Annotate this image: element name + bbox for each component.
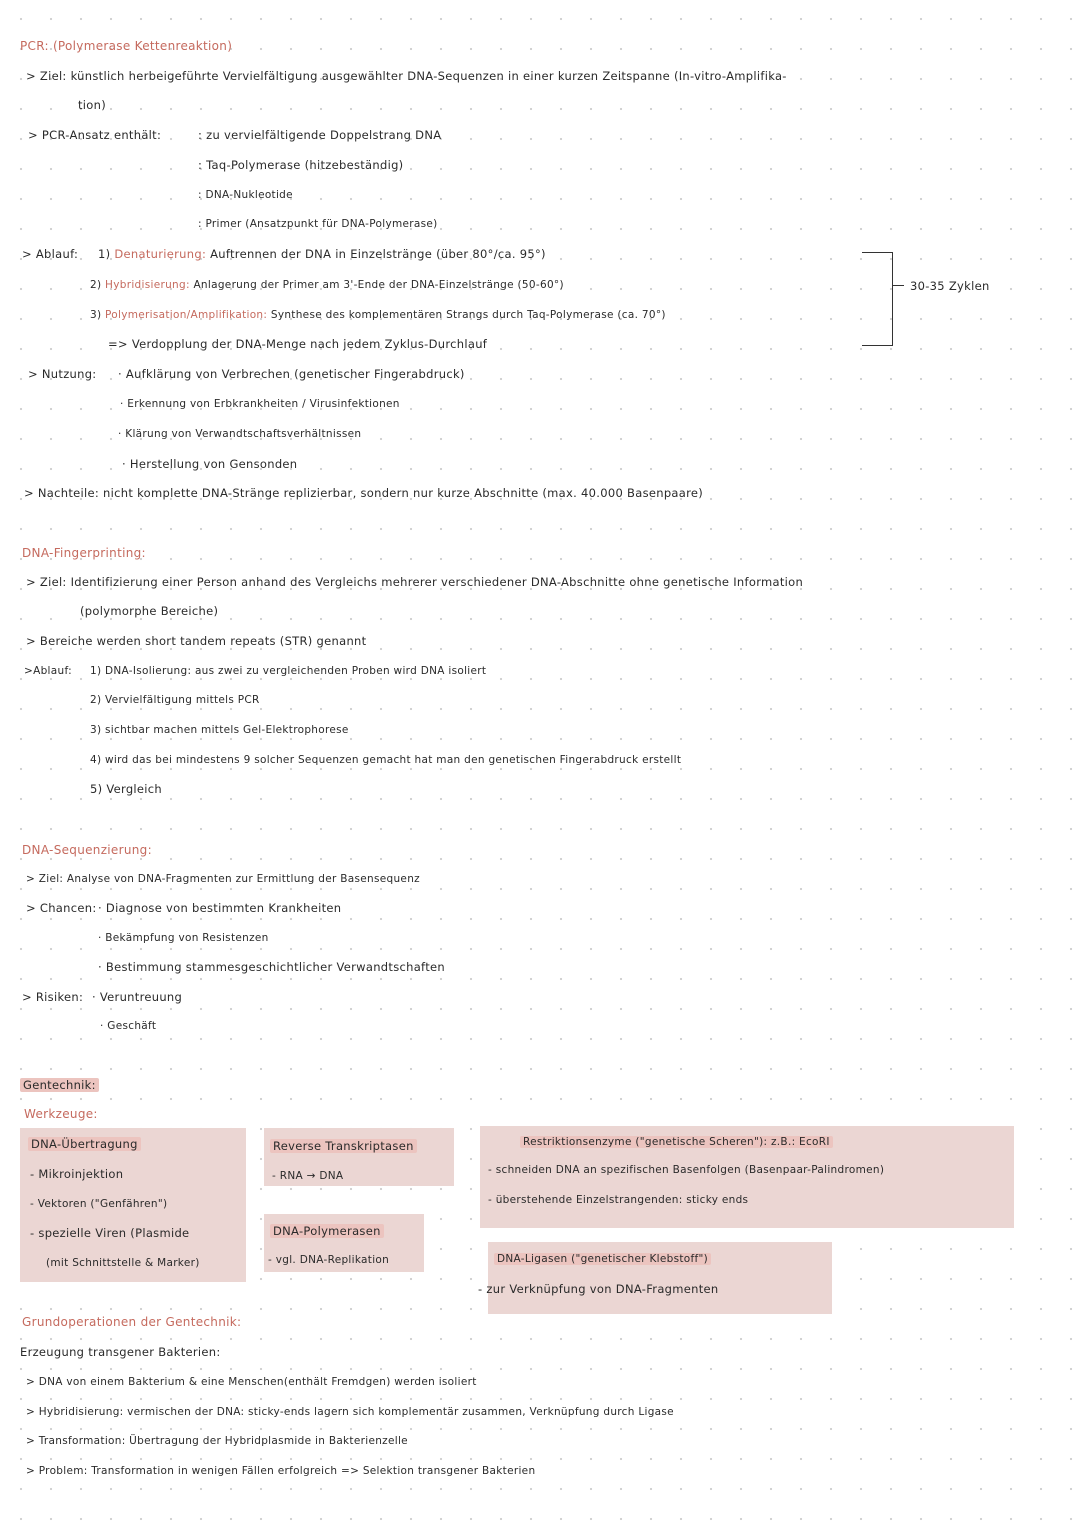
reverse-transkriptasen-item: - RNA → DNA bbox=[272, 1170, 344, 1182]
dna-uebertragung-item: (mit Schnittstelle & Marker) bbox=[46, 1257, 200, 1269]
sequenzierung-chancen-item: · Bekämpfung von Resistenzen bbox=[98, 932, 269, 944]
step-text: Synthese des komplementären Strangs durch Taq-Polymerase (ca. 70°) bbox=[270, 309, 666, 321]
cycle-bracket bbox=[862, 252, 893, 346]
gentechnik-step: > Transformation: Übertragung der Hybridplasmide in Bakterienzelle bbox=[26, 1435, 408, 1447]
step-text: Auftrennen der DNA in Einzelstränge (über 80°/ca. 95°) bbox=[210, 247, 546, 261]
fingerprinting-step: 3) sichtbar machen mittels Gel-Elektrophorese bbox=[90, 724, 349, 736]
pcr-nutzung-item: · Aufklärung von Verbrechen (genetischer Fingerabdruck) bbox=[118, 367, 465, 381]
dna-ligasen-item: - zur Verknüpfung von DNA-Fragmenten bbox=[478, 1282, 719, 1296]
pcr-step-1 bbox=[98, 246, 546, 262]
dna-polymerasen-title: DNA-Polymerasen bbox=[270, 1223, 384, 1239]
sequenzierung-risiken-item: · Geschäft bbox=[100, 1020, 157, 1032]
fingerprinting-bereiche: > Bereiche werden short tandem repeats (STR) genannt bbox=[26, 634, 367, 648]
restriktionsenzyme-item: - schneiden DNA an spezifischen Basenfolgen (Basenpaar-Palindromen) bbox=[488, 1164, 885, 1176]
fingerprinting-step: 2) Vervielfältigung mittels PCR bbox=[90, 694, 260, 706]
pcr-nachteile: > Nachteile: nicht komplette DNA-Stränge replizierbar, sondern nur kurze Abschnitte (max. 40.000 Basenpaare) bbox=[24, 486, 704, 500]
fingerprinting-ziel-line-2: (polymorphe Bereiche) bbox=[80, 604, 219, 618]
step-number: 2) bbox=[90, 279, 102, 291]
pcr-nutzung-item: · Herstellung von Gensonden bbox=[122, 457, 298, 471]
pcr-step-2 bbox=[90, 277, 564, 293]
pcr-step-3 bbox=[90, 307, 666, 323]
pcr-ansatz-item: : Primer (Ansatzpunkt für DNA-Polymerase) bbox=[198, 218, 438, 230]
pcr-ansatz-item: : Taq-Polymerase (hitzebeständig) bbox=[198, 158, 404, 172]
pcr-nutzung-item: · Klärung von Verwandtschaftsverhältnissen bbox=[118, 428, 362, 440]
dna-ligasen-title: DNA-Ligasen ("genetischer Klebstoff") bbox=[494, 1251, 711, 1267]
dna-polymerasen-item: - vgl. DNA-Replikation bbox=[268, 1254, 390, 1266]
werkzeuge-heading: Werkzeuge: bbox=[24, 1107, 98, 1121]
dna-uebertragung-item: - Mikroinjektion bbox=[30, 1167, 124, 1181]
pcr-ansatz-item: : DNA-Nukleotide bbox=[198, 189, 293, 201]
cycle-count-label: 30-35 Zyklen bbox=[910, 279, 990, 293]
cycle-bracket-tick bbox=[892, 285, 904, 286]
pcr-heading: PCR: (Polymerase Kettenreaktion) bbox=[20, 39, 233, 53]
step-text: Anlagerung der Primer am 3'-Ende der DNA-Einzelstränge (50-60°) bbox=[193, 279, 564, 291]
step-term-polymerisation: Polymerisation/Amplifikation: bbox=[105, 309, 268, 321]
sequenzierung-chancen-item: · Bestimmung stammesgeschichtlicher Verwandtschaften bbox=[98, 960, 445, 974]
fingerprinting-step: 5) Vergleich bbox=[90, 782, 163, 796]
sequenzierung-risiken-item: · Veruntreuung bbox=[92, 990, 183, 1004]
grundoperationen-heading: Grundoperationen der Gentechnik: bbox=[22, 1315, 242, 1329]
erzeugung-heading: Erzeugung transgener Bakterien: bbox=[20, 1345, 221, 1359]
pcr-nutzung-item: · Erkennung von Erbkrankheiten / Virusinfektionen bbox=[120, 398, 400, 410]
pcr-ansatz-item: : zu vervielfältigende Doppelstrang DNA bbox=[198, 128, 442, 142]
dna-uebertragung-title: DNA-Übertragung bbox=[28, 1136, 141, 1152]
pcr-ziel-line-2: tion) bbox=[78, 98, 107, 112]
dna-uebertragung-item: - Vektoren ("Genfähren") bbox=[30, 1198, 168, 1210]
step-term-hybridisierung: Hybridisierung: bbox=[105, 279, 190, 291]
pcr-ansatz-label: > PCR-Ansatz enthält: bbox=[28, 128, 162, 142]
sequenzierung-ziel: > Ziel: Analyse von DNA-Fragmenten zur Ermittlung der Basensequenz bbox=[26, 873, 420, 885]
pcr-result: => Verdopplung der DNA-Menge nach jedem Zyklus-Durchlauf bbox=[108, 337, 488, 351]
sequenzierung-chancen-item: · Diagnose von bestimmten Krankheiten bbox=[98, 901, 342, 915]
sequenzierung-risiken-label: > Risiken: bbox=[22, 990, 84, 1004]
pcr-ziel-line-1: > Ziel: künstlich herbeigeführte Vervielfältigung ausgewählter DNA-Sequenzen in einer kurzen Zeitspanne (In-vitro-Amplifika- bbox=[26, 69, 787, 83]
sequenzierung-heading: DNA-Sequenzierung: bbox=[22, 843, 152, 857]
step-term-denaturierung: Denaturierung: bbox=[114, 247, 207, 261]
fingerprinting-heading: DNA-Fingerprinting: bbox=[22, 546, 146, 560]
pcr-nutzung-label: > Nutzung: bbox=[28, 367, 97, 381]
sequenzierung-chancen-label: > Chancen: bbox=[26, 901, 97, 915]
restriktionsenzyme-title: Restriktionsenzyme ("genetische Scheren"): z.B.: EcoRI bbox=[520, 1134, 833, 1150]
restriktionsenzyme-item: - überstehende Einzelstrangenden: sticky ends bbox=[488, 1194, 749, 1206]
gentechnik-step: > Problem: Transformation in wenigen Fällen erfolgreich => Selektion transgener Bakterien bbox=[26, 1465, 536, 1477]
fingerprinting-step: 4) wird das bei mindestens 9 solcher Sequenzen gemacht hat man den genetischen Fingerabdruck erstellt bbox=[90, 754, 682, 766]
step-number: 1) bbox=[98, 247, 111, 261]
fingerprinting-ablauf-label: >Ablauf: bbox=[24, 665, 72, 677]
pcr-ablauf-label: > Ablauf: bbox=[22, 247, 79, 261]
dna-uebertragung-item: - spezielle Viren (Plasmide bbox=[30, 1226, 190, 1240]
gentechnik-step: > DNA von einem Bakterium & eine Menschen(enthält Fremdgen) werden isoliert bbox=[26, 1376, 477, 1388]
gentechnik-step: > Hybridisierung: vermischen der DNA: sticky-ends lagern sich komplementär zusammen, Verknüpfung durch Ligase bbox=[26, 1406, 674, 1418]
reverse-transkriptasen-title: Reverse Transkriptasen bbox=[270, 1138, 417, 1154]
step-number: 3) bbox=[90, 309, 102, 321]
fingerprinting-ziel-line-1: > Ziel: Identifizierung einer Person anhand des Vergleichs mehrerer verschiedener DNA-Abschnitte ohne genetische Information bbox=[26, 575, 804, 589]
gentechnik-heading: Gentechnik: bbox=[20, 1077, 99, 1093]
fingerprinting-step: 1) DNA-Isolierung: aus zwei zu vergleichenden Proben wird DNA isoliert bbox=[90, 665, 487, 677]
